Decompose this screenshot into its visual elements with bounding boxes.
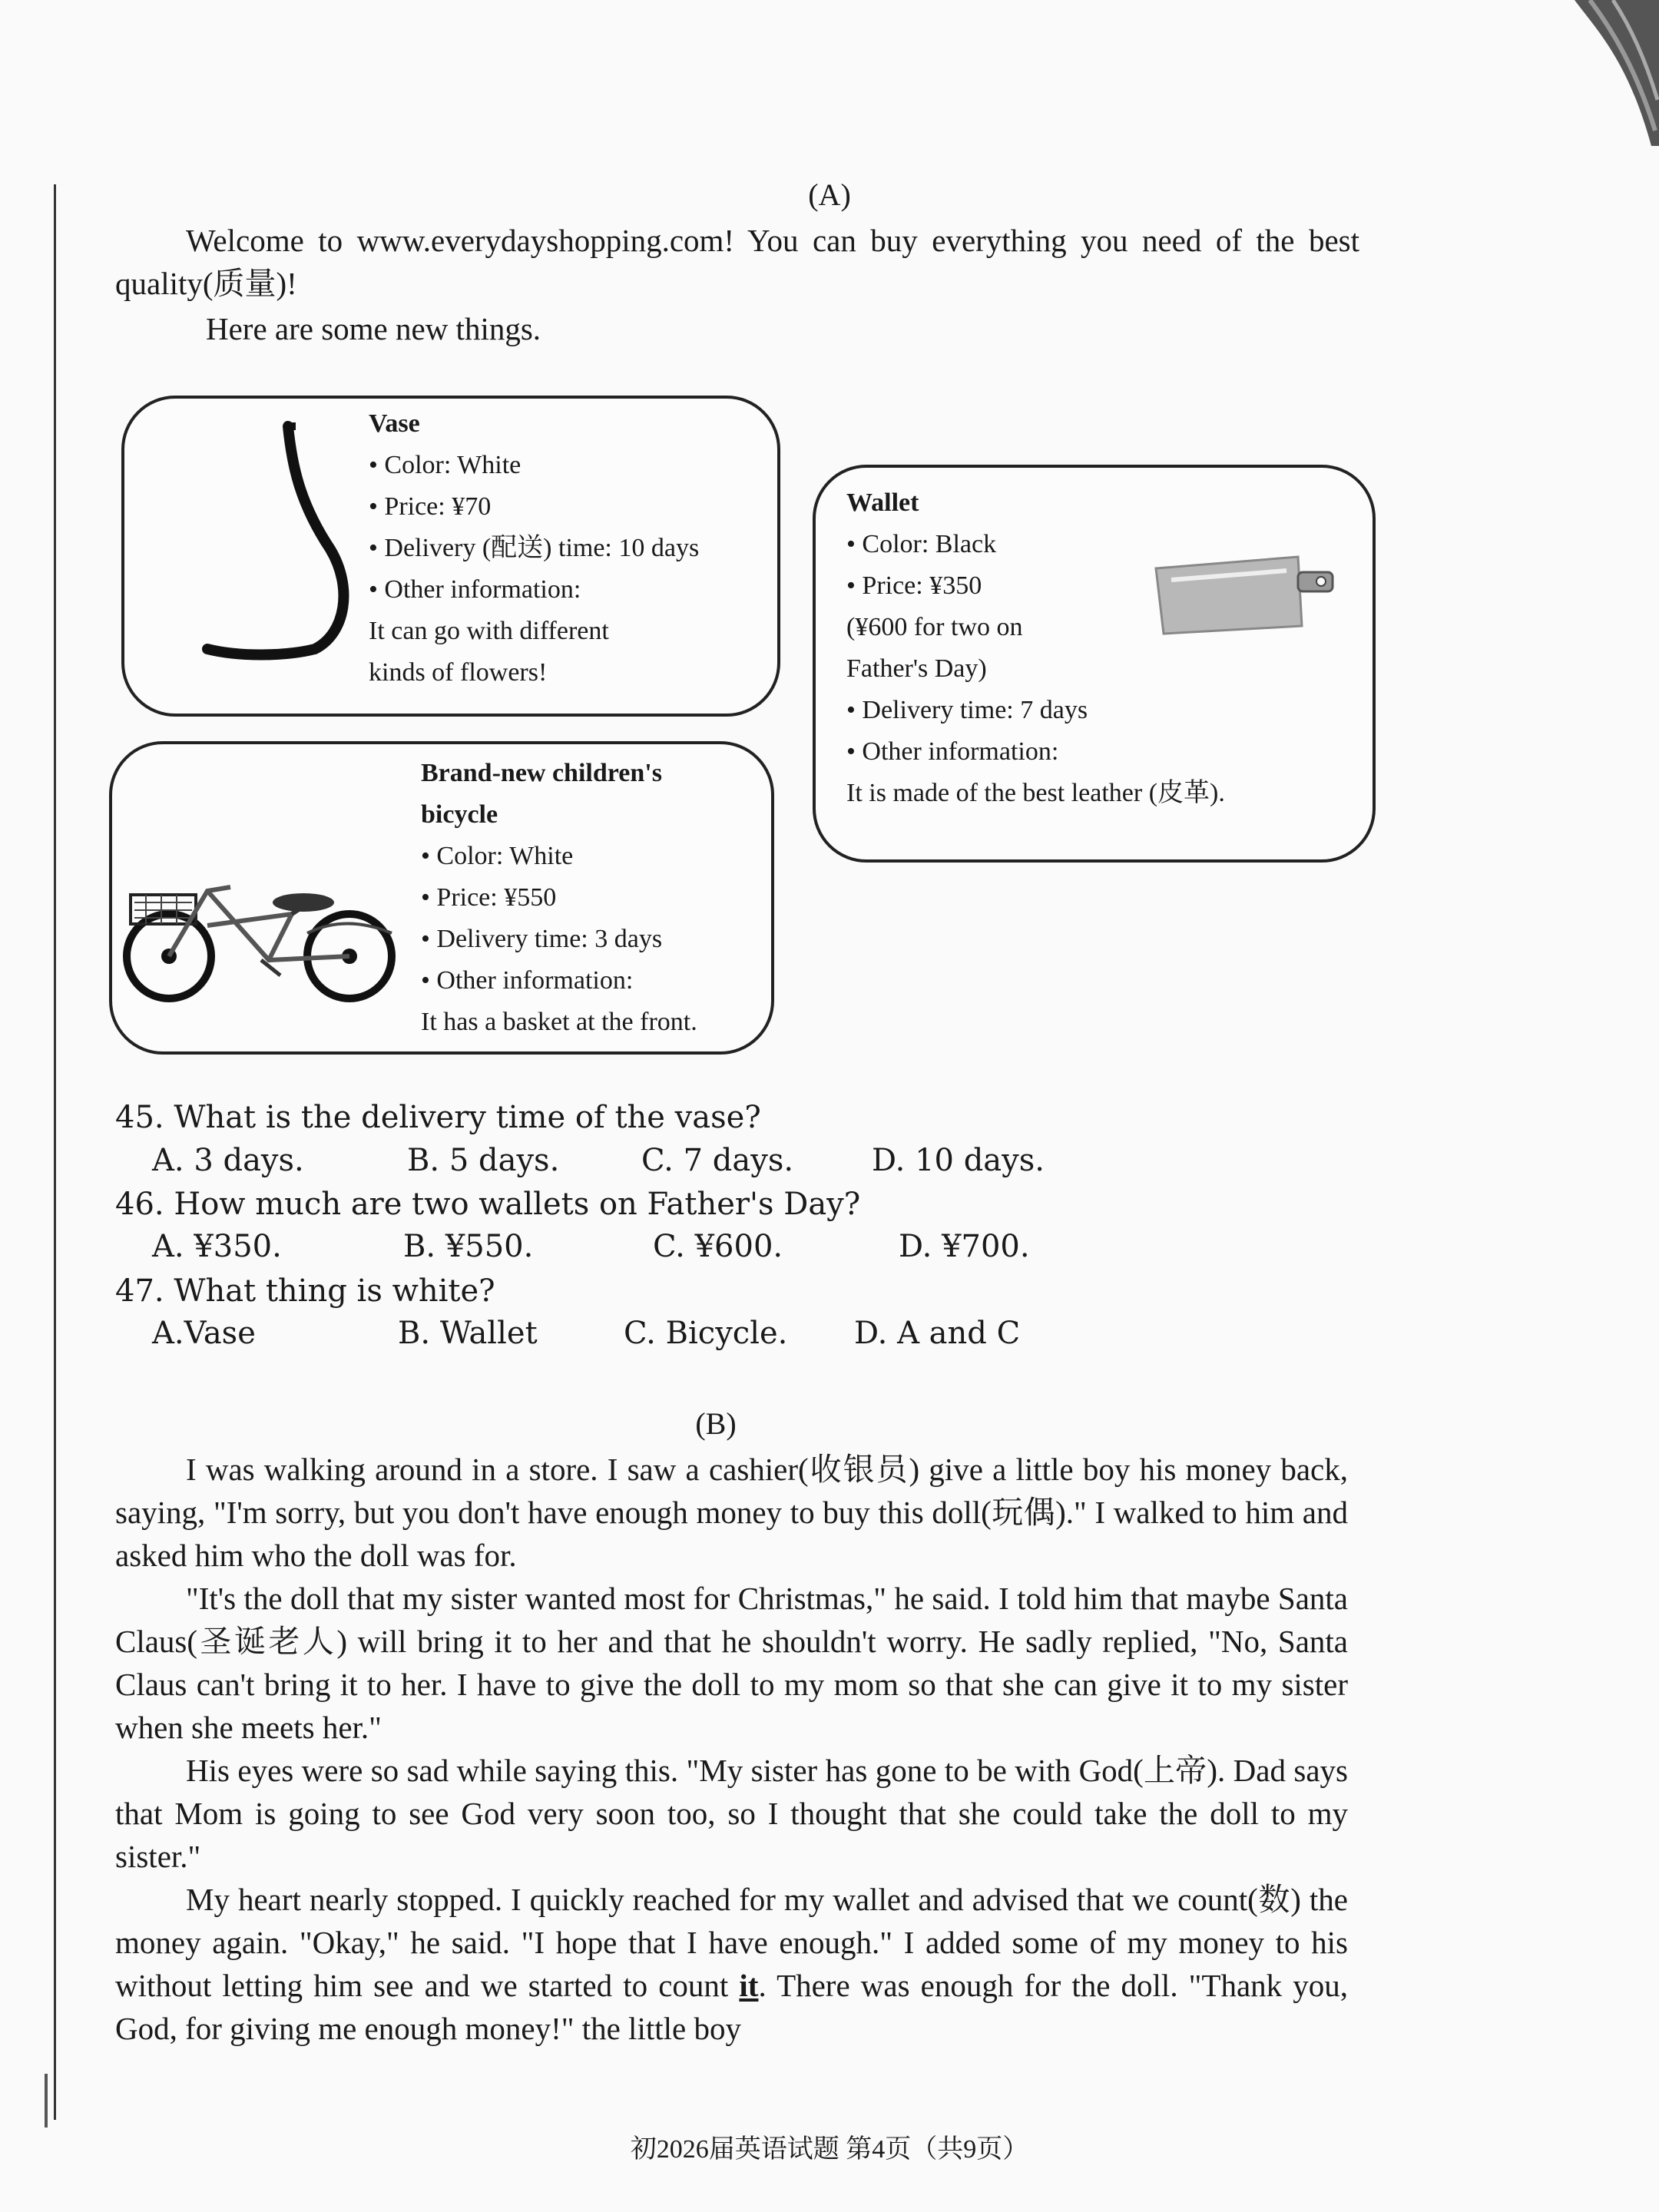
section-b-heading: (B): [695, 1406, 737, 1441]
section-b-paragraph-4: [115, 1878, 1348, 2050]
vase-info-line-1: It can go with different: [369, 617, 609, 645]
wallet-other-label: • Other information:: [846, 737, 1059, 766]
question-46-option-b: B. ¥550.: [403, 1229, 534, 1264]
bicycle-illustration: [115, 868, 407, 1006]
margin-mark: [45, 2074, 48, 2128]
question-47-option-b: B. Wallet: [398, 1316, 538, 1351]
left-margin-line: [54, 184, 56, 2120]
wallet-info: It is made of the best leather (皮革).: [846, 779, 1225, 807]
question-45: 45. What is the delivery time of the vase?: [115, 1100, 761, 1135]
vase-delivery: • Delivery (配送) time: 10 days: [369, 534, 700, 562]
question-45-option-a: A. 3 days.: [152, 1143, 304, 1178]
wallet-note-2: Father's Day): [846, 654, 987, 683]
vase-other-label: • Other information:: [369, 575, 581, 604]
bicycle-title: Brand-new children's: [421, 759, 662, 787]
paragraph-4-text-b: . There was enough for the doll. "Thank you, God, for giving me enough money!" the little boy: [115, 1968, 1349, 2046]
wallet-color: • Color: Black: [846, 530, 997, 558]
vase-color: • Color: White: [369, 451, 522, 479]
bicycle-color: • Color: White: [421, 842, 574, 870]
bicycle-delivery: • Delivery time: 3 days: [421, 925, 663, 953]
wallet-title: Wallet: [846, 488, 919, 517]
vase-price: • Price: ¥70: [369, 492, 492, 521]
question-45-option-c: C. 7 days.: [641, 1143, 794, 1178]
wallet-note-1: (¥600 for two on: [846, 613, 1023, 641]
underlined-word: it: [739, 1968, 759, 2003]
wallet-delivery: • Delivery time: 7 days: [846, 696, 1088, 724]
bicycle-title-2: bicycle: [421, 800, 498, 829]
vase-details: [369, 403, 699, 694]
page-footer: 初2026届英语试题 第4页（共9页）: [630, 2135, 1029, 2164]
question-46-option-d: D. ¥700.: [899, 1229, 1030, 1264]
vase-illustration: [192, 419, 361, 672]
question-47-option-d: D. A and C: [854, 1316, 1021, 1351]
question-47: 47. What thing is white?: [115, 1273, 495, 1309]
question-45-option-d: D. 10 days.: [872, 1143, 1045, 1178]
section-a-intro-2: Here are some new things.: [206, 311, 541, 346]
wallet-price: • Price: ¥350: [846, 571, 982, 600]
question-46: 46. How much are two wallets on Father's Day?: [115, 1187, 861, 1222]
section-a-intro: Welcome to www.everydayshopping.com! You can buy everything you need of the best quality(质量)!: [115, 223, 1359, 301]
vase-title: Vase: [369, 409, 420, 438]
bicycle-other-label: • Other information:: [421, 966, 634, 995]
question-46-option-c: C. ¥600.: [653, 1229, 783, 1264]
bicycle-info: It has a basket at the front.: [421, 1008, 697, 1036]
paragraph-4-text-a: My heart nearly stopped. I quickly reached for my wallet and advised that we count(数) the money again. "Okay," he said. "I hope that I have enough." I added some of my money to his without letting him see and we started to count: [115, 1882, 1348, 2003]
binder-shadow: [1559, 0, 1659, 154]
section-a-heading: (A): [808, 177, 851, 212]
section-b-paragraph-1: I was walking around in a store. I saw a cashier(收银员) give a little boy his money back, saying, "I'm sorry, but you don't have enough money to buy this doll(玩偶)." I walked to him and asked him who the doll was for.: [115, 1452, 1348, 1573]
bicycle-details: [421, 753, 697, 1043]
vase-info-line-2: kinds of flowers!: [369, 658, 548, 687]
question-47-option-a: A.Vase: [152, 1316, 256, 1351]
question-46-option-a: A. ¥350.: [152, 1229, 282, 1264]
section-b-paragraph-2: "It's the doll that my sister wanted most for Christmas," he said. I told him that maybe Santa Claus(圣诞老人) will bring it to her and that he shouldn't worry. He sadly replied, "No, Santa Claus can't bring it to her. I have to give the doll to my mom so that she can give it to my sister when she meets her.": [115, 1581, 1348, 1745]
section-b-paragraph-3: His eyes were so sad while saying this. "My sister has gone to be with God(上帝). Dad says that Mom is going to see God very soon too, so I thought that she could take the doll to my sister.": [115, 1753, 1348, 1874]
bicycle-price: • Price: ¥550: [421, 883, 557, 912]
wallet-details: [846, 482, 1225, 814]
question-45-option-b: B. 5 days.: [407, 1143, 560, 1178]
question-47-option-c: C. Bicycle.: [624, 1316, 788, 1351]
